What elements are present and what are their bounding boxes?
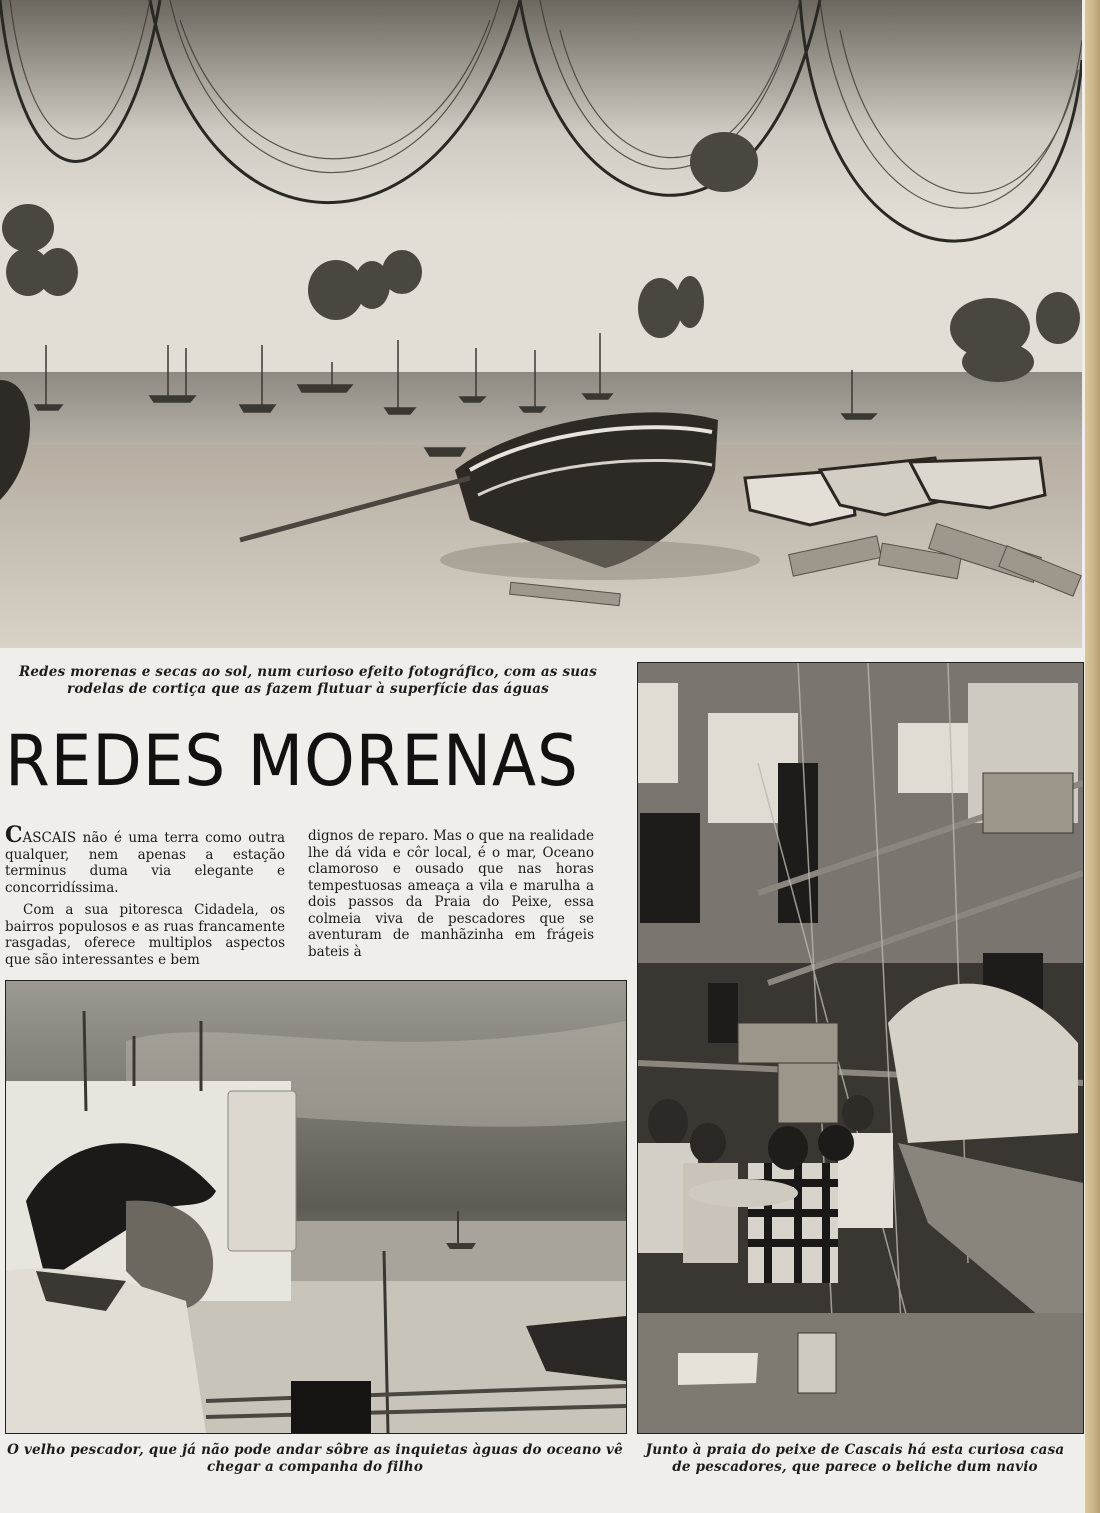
photo-old-fisherman: [5, 980, 627, 1434]
caption-old-fisherman: O velho pescador, que já não pode andar sôbre as inquietas àguas do oceano vê chegar a companha do filho: [7, 1442, 623, 1475]
article-paragraph-1: [5, 822, 285, 896]
paragraph-1-text: ASCAIS não é uma terra como outra qualquer, nem apenas a estação terminus duma via elegante e concorridíssima.: [5, 830, 285, 896]
photo-nets-beach: [0, 0, 1082, 648]
article-headline: REDES MORENAS: [5, 720, 579, 802]
caption-fishermen-house: Junto à praia do peixe de Cascais há esta curiosa casa de pescadores, que parece o beliche dum navio: [645, 1442, 1065, 1475]
article-column-1: [5, 822, 285, 974]
photo-fishermen-house: [637, 662, 1084, 1434]
page-binding-edge: [1085, 0, 1100, 1513]
article-paragraph-2: Com a sua pitoresca Cidadela, os bairros populosos e as ruas francamente rasgadas, oferece multiplos aspectos que são interessantes e bem: [5, 902, 285, 968]
article-column-2: [308, 828, 594, 966]
caption-top-photo: Redes morenas e secas ao sol, num curioso efeito fotográfico, com as suas rodelas de cortiça que as fazem flutuar à superfície das águas: [18, 664, 598, 697]
drop-cap: C: [5, 822, 23, 848]
article-paragraph-3: dignos de reparo. Mas o que na realidade lhe dá vida e côr local, é o mar, Oceano clamoroso e ousado que nas horas tempestuosas ameaça a vila e marulha a dois passos da Praia do Peixe, essa colmeia viva de pescadores que se aventuram de manhãzinha em frágeis bateis à: [308, 828, 594, 960]
